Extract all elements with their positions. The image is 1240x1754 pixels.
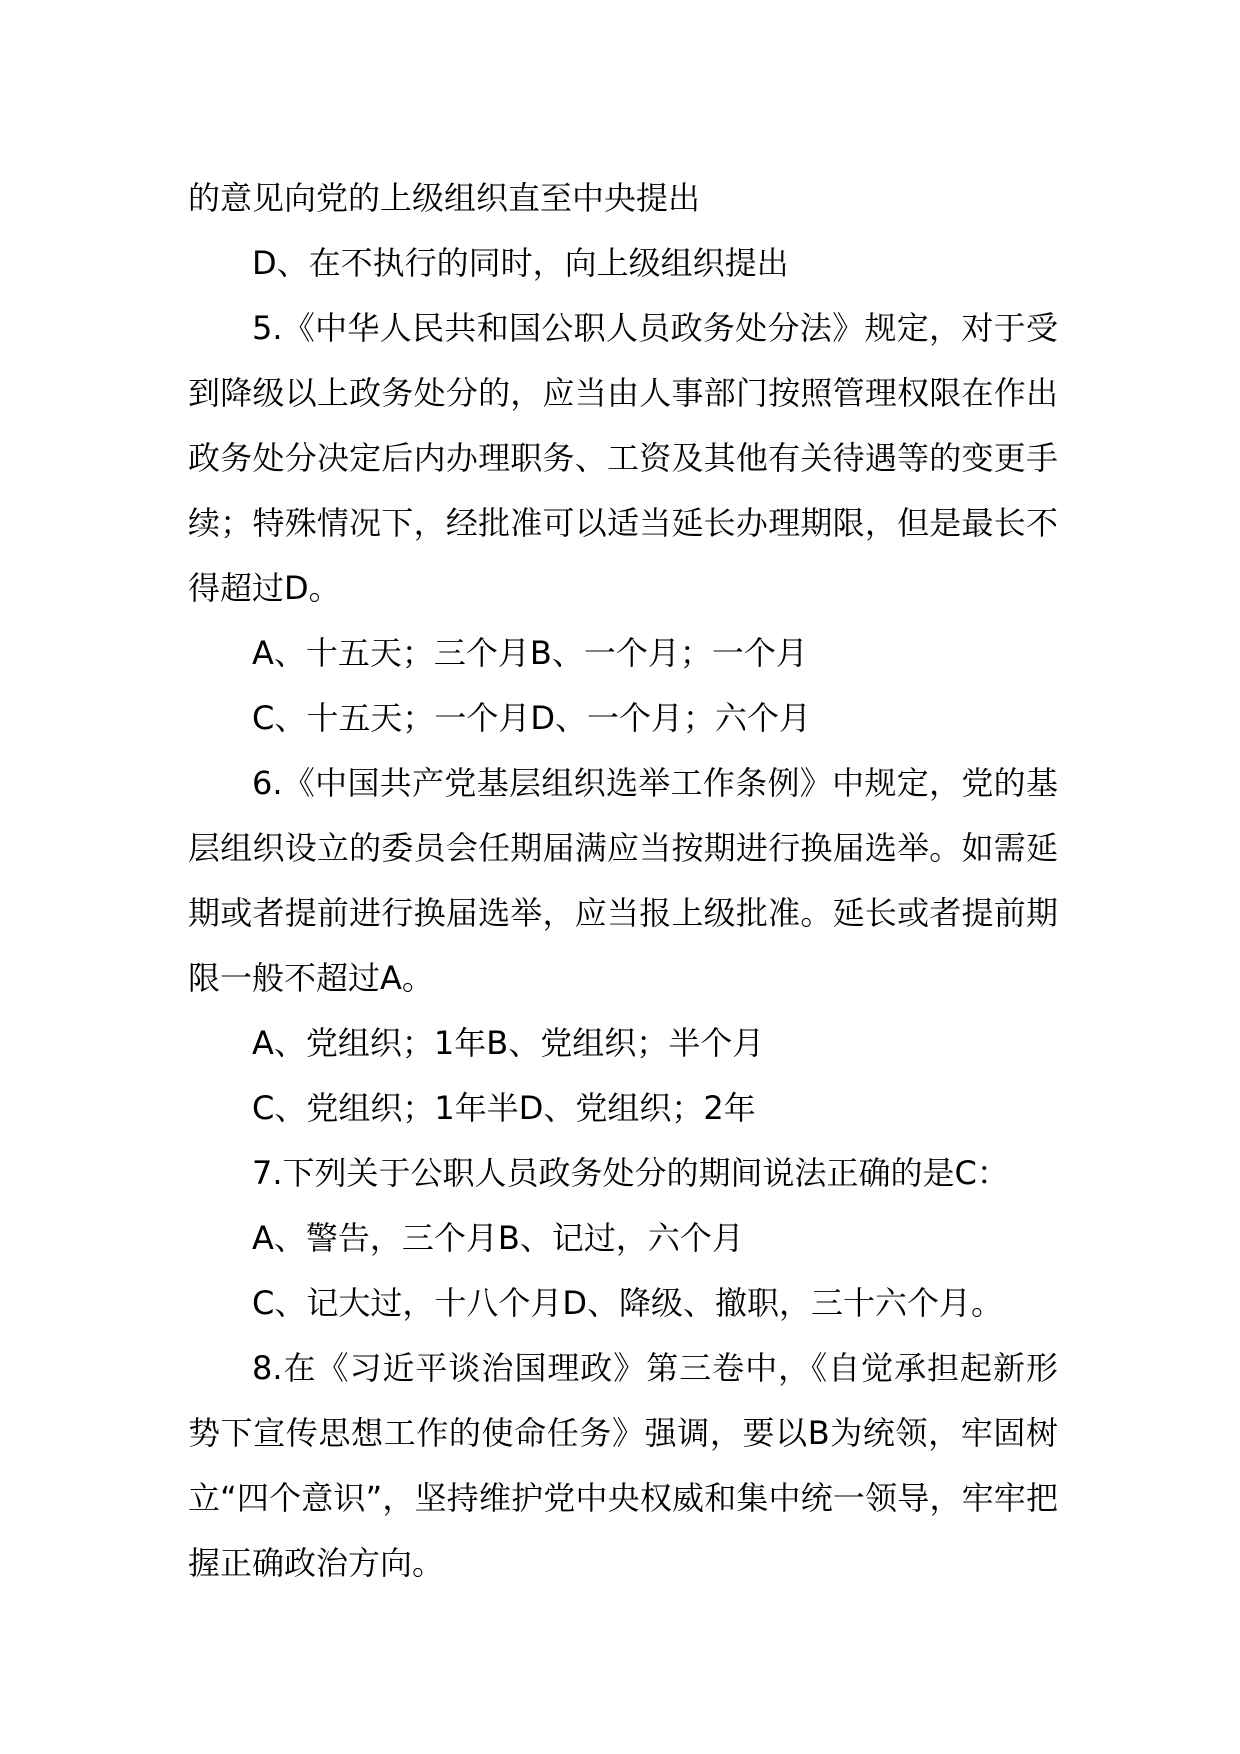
document-body	[188, 166, 1058, 1596]
options-cd-q6: C、党组织；1年半D、党组织；2年	[252, 1089, 756, 1127]
question-8: 8.在《习近平谈治国理政》第三卷中，《自觉承担起新形势下宣传思想工作的使命任务》强调，要以B为统领，牢固树立“四个意识”，坚持维护党中央权威和集中统一领导，牢牢把握正确政治方向。	[188, 1349, 1058, 1582]
options-cd-q5: C、十五天；一个月D、一个月；六个月	[252, 699, 811, 737]
question-6: 6.《中国共产党基层组织选举工作条例》中规定，党的基层组织设立的委员会任期届满应当按期进行换届选举。如需延期或者提前进行换届选举，应当报上级批准。延长或者提前期限一般不超过A。	[188, 764, 1058, 997]
option-d-q4: D、在不执行的同时，向上级组织提出	[252, 244, 789, 282]
options-ab-q7: A、警告，三个月B、记过，六个月	[252, 1219, 744, 1257]
options-cd-q7: C、记大过，十八个月D、降级、撤职，三十六个月。	[252, 1284, 1003, 1322]
paragraph-continuation: 的意见向党的上级组织直至中央提出	[188, 179, 701, 217]
options-ab-q5: A、十五天；三个月B、一个月；一个月	[252, 634, 808, 672]
options-ab-q6: A、党组织；1年B、党组织；半个月	[252, 1024, 765, 1062]
question-5: 5.《中华人民共和国公职人员政务处分法》规定，对于受到降级以上政务处分的，应当由人事部门按照管理权限在作出政务处分决定后内办理职务、工资及其他有关待遇等的变更手续；特殊情况下，经批准可以适当延长办理期限，但是最长不得超过D。	[188, 309, 1058, 607]
question-7: 7.下列关于公职人员政务处分的期间说法正确的是C：	[252, 1154, 1009, 1192]
